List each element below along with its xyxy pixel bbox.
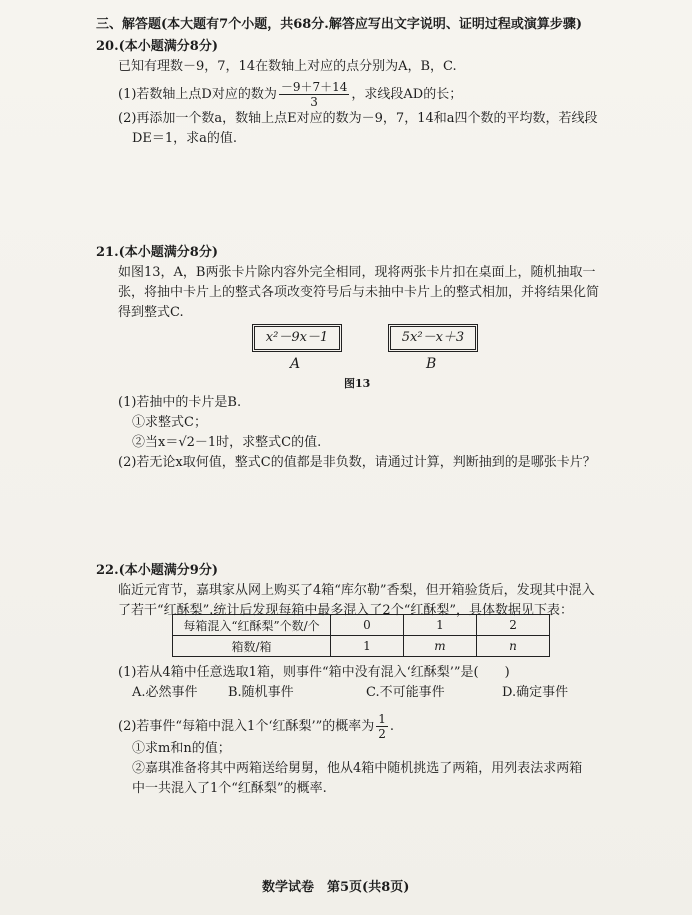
q20-part2-line2: DE＝1，求a的值. (132, 131, 238, 146)
section-title: 三、解答题(本大题有7个小题，共68分.解答应写出文字说明、证明过程或演算步骤) (96, 17, 582, 32)
table-cell: 0 (331, 615, 404, 636)
q22-part2-i: ①求m和n的值； (132, 741, 231, 756)
q22-part2-suffix: . (389, 719, 395, 734)
table-cell: 箱数/箱 (173, 636, 331, 657)
q22-line1: 临近元宵节，嘉琪家从网上购买了4箱“库尔勒”香梨，但开箱验货后，发现其中混入 (118, 583, 595, 598)
q22-part2-prefix: (2)若事件“每箱中混入1个‘红酥梨’”的概率为 (118, 719, 375, 734)
q21-part1: (1)若抽中的卡片是B. (118, 395, 242, 410)
q22-line2: 了若干“红酥梨”.统计后发现每箱中最多混入了2个“红酥梨”，具体数据见下表： (118, 603, 573, 618)
q21-line1: 如图13，A，B两张卡片除内容外完全相同，现将两张卡片扣在桌面上，随机抽取一 (118, 265, 596, 280)
q22-part2 (118, 712, 394, 741)
q20-fraction-denominator: 3 (310, 95, 318, 109)
q21-line3: 得到整式C. (118, 305, 184, 320)
q21-header: 21.(本小题满分8分) (96, 245, 218, 260)
option-c: C.不可能事件 (366, 685, 445, 700)
page-footer: 数学试卷 第5页(共8页) (262, 880, 410, 895)
q21-part1-ii: ②当x＝√2－1时，求整式C的值. (132, 435, 322, 450)
table-row (173, 615, 550, 636)
q21-part1-i: ①求整式C； (132, 415, 207, 430)
table-cell: 每箱混入“红酥梨”个数/个 (173, 615, 331, 636)
table-cell: 2 (477, 615, 550, 636)
data-table (172, 614, 550, 657)
q22-header: 22.(本小题满分9分) (96, 563, 218, 578)
q20-fraction-numerator: －9＋7＋14 (280, 80, 348, 94)
q22-fraction (376, 712, 388, 741)
card-a (252, 324, 342, 352)
table-cell: m (403, 636, 476, 657)
q22-part2-ii-line1: ②嘉琪准备将其中两箱送给舅舅，他从4箱中随机挑选了两箱，用列表法求两箱 (132, 761, 583, 776)
option-b: B.随机事件 (228, 685, 294, 700)
q21-line2: 张，将抽中卡片上的整式各项改变符号后与未抽中卡片上的整式相加，并将结果化简 (118, 285, 600, 300)
figure-caption: 图13 (344, 377, 371, 390)
table-cell: 1 (403, 615, 476, 636)
q22-part2-ii-line2: 中一共混入了1个“红酥梨”的概率. (132, 781, 327, 796)
q22-fraction-denominator: 2 (378, 727, 386, 741)
card-a-label: A (290, 356, 301, 372)
q20-header: 20.(本小题满分8分) (96, 39, 218, 54)
q21-part2: (2)若无论x取何值，整式C的值都是非负数，请通过计算，判断抽到的是哪张卡片？ (118, 455, 596, 470)
q20-part1 (118, 80, 462, 109)
table-cell: n (477, 636, 550, 657)
q22-part1: (1)若从4箱中任意选取1箱，则事件“箱中没有混入‘红酥梨’”是( ) (118, 665, 510, 680)
q22-fraction-numerator: 1 (378, 712, 386, 726)
card-a-expression: x²－9x－1 (254, 326, 340, 350)
card-b-label: B (426, 356, 437, 372)
table-row (173, 636, 550, 657)
q20-part1-suffix: ，求线段AD的长； (351, 87, 463, 102)
q20-fraction (279, 80, 350, 109)
table-cell: 1 (331, 636, 404, 657)
q20-part1-prefix: (1)若数轴上点D对应的数为 (118, 87, 277, 102)
q20-part2-line1: (2)再添加一个数a，数轴上点E对应的数为－9，7，14和a四个数的平均数，若线段 (118, 111, 598, 126)
option-a: A.必然事件 (132, 685, 198, 700)
q20-intro: 已知有理数－9，7，14在数轴上对应的点分别为A，B，C. (118, 59, 457, 74)
card-b (388, 324, 478, 352)
option-d: D.确定事件 (502, 685, 569, 700)
card-b-expression: 5x²－x＋3 (390, 326, 476, 350)
